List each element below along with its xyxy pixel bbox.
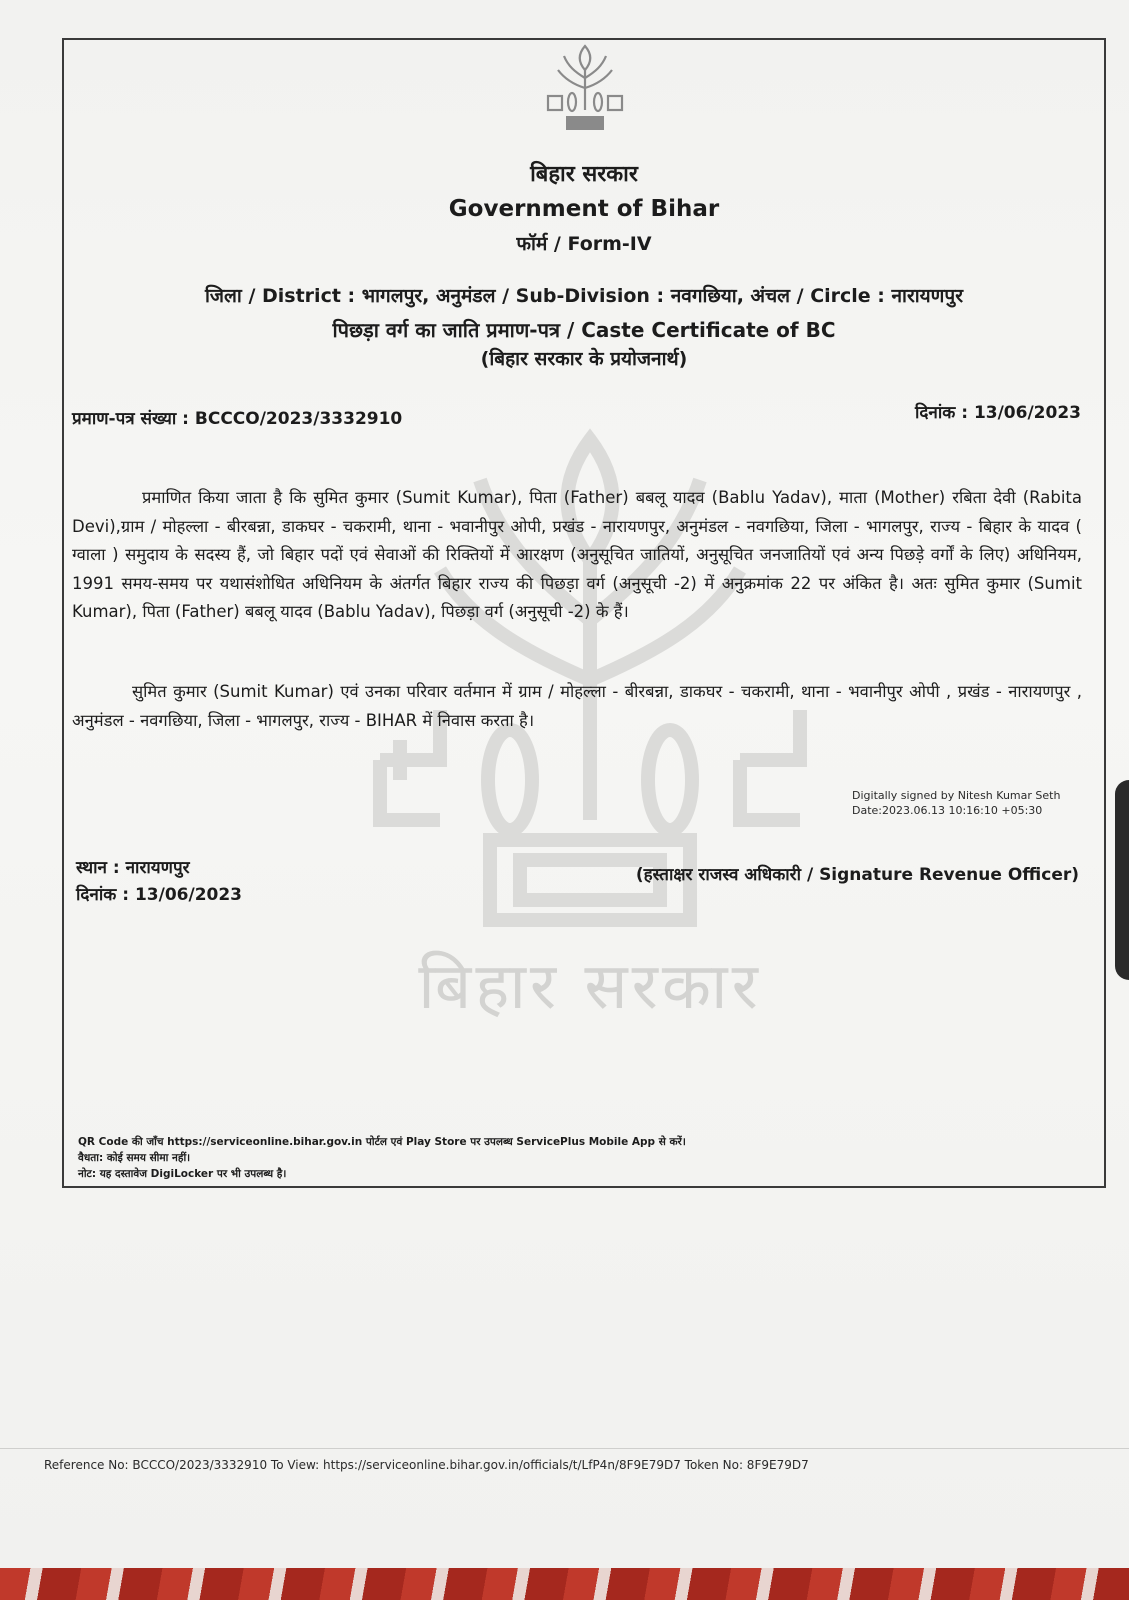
bihar-emblem-logo xyxy=(540,40,630,135)
watermark-text: बिहार सरकार xyxy=(418,950,762,1024)
place-label: स्थान : नारायणपुर xyxy=(76,858,190,878)
government-hindi-title: बिहार सरकार xyxy=(530,162,638,187)
signature-caption: (हस्ताक्षर राजस्व अधिकारी / Signature Revenue Officer) xyxy=(635,865,1079,885)
notes-block xyxy=(78,1134,686,1182)
digital-signature-signer: Digitally signed by Nitesh Kumar Seth xyxy=(852,789,1061,802)
certificate-date: दिनांक : 13/06/2023 xyxy=(914,403,1081,423)
certificate-number: प्रमाण-पत्र संख्या : BCCCO/2023/3332910 xyxy=(72,409,403,429)
digital-signature-date: Date:2023.06.13 10:16:10 +05:30 xyxy=(852,804,1043,817)
background-fabric xyxy=(0,1568,1129,1600)
footer-divider xyxy=(0,1448,1129,1449)
certificate-title: पिछड़ा वर्ग का जाति प्रमाण-पत्र / Caste Certificate of BC xyxy=(332,318,836,342)
certificate-body-paragraph-1: प्रमाणित किया जाता है कि सुमित कुमार (Sumit Kumar), पिता (Father) बबलू यादव (Bablu Yadav), माता (Mother) रबिता देवी (Rabita Devi),ग्राम / मोहल्ला - बीरबन्ना, डाकघर - चकरामी, थाना - भवानीपुर ओपी, प्रखंड - नारायणपुर, अनुमंडल - नवगछिया, जिला - भागलपुर, राज्य - बिहार के यादव ( ग्वाला ) समुदाय के सदस्य हैं, जो बिहार पदों एवं सेवाओं की रिक्तियों में आरक्षण (अनुसूचित जातियों, अनुसूचित जनजातियों एवं अन्य पिछड़े वर्गों के लिए) अधिनियम, 1991 समय-समय पर यथासंशोधित अधिनियम के अंतर्गत बिहार राज्य की पिछड़ा वर्ग (अनुसूची -2) में अनुक्रमांक 22 पर अंकित है। अतः सुमित कुमार (Sumit Kumar), पिता (Father) बबलू यादव (Bablu Yadav), पिछड़ा वर्ग (अनुसूची -2) के हैं। xyxy=(72,488,1082,621)
certificate-purpose: (बिहार सरकार के प्रयोजनार्थ) xyxy=(480,348,688,370)
qr-verification-note: QR Code की जाँच https://serviceonline.bihar.gov.in पोर्टल एवं Play Store पर उपलब्ध ServicePlus Mobile App से करें। xyxy=(78,1136,686,1148)
digital-signature-stamp xyxy=(852,788,1060,818)
government-english-title: Government of Bihar xyxy=(448,196,720,222)
district-line: जिला / District : भागलपुर, अनुमंडल / Sub-Division : नवगछिया, अंचल / Circle : नारायणपुर xyxy=(205,285,963,307)
digilocker-note: नोट: यह दस्तावेज DigiLocker पर भी उपलब्ध है। xyxy=(78,1168,287,1180)
form-number: फॉर्म / Form-IV xyxy=(516,233,652,255)
reference-footer: Reference No: BCCCO/2023/3332910 To View: https://serviceonline.bihar.gov.in/officials/t/LfP4n/8F9E79D7 Token No: 8F9E79D7 xyxy=(44,1458,809,1472)
certificate-body-paragraph-2: सुमित कुमार (Sumit Kumar) एवं उनका परिवार वर्तमान में ग्राम / मोहल्ला - बीरबन्ना, डाकघर - चकरामी, थाना - भवानीपुर ओपी , प्रखंड - नारायणपुर , अनुमंडल - नवगछिया, जिला - भागलपुर, राज्य - BIHAR में निवास करता है। xyxy=(72,682,1082,730)
page-edge-shadow xyxy=(1115,780,1129,980)
issue-date-label: दिनांक : 13/06/2023 xyxy=(76,885,243,905)
validity-note: वैधता: कोई समय सीमा नहीं। xyxy=(78,1152,191,1164)
